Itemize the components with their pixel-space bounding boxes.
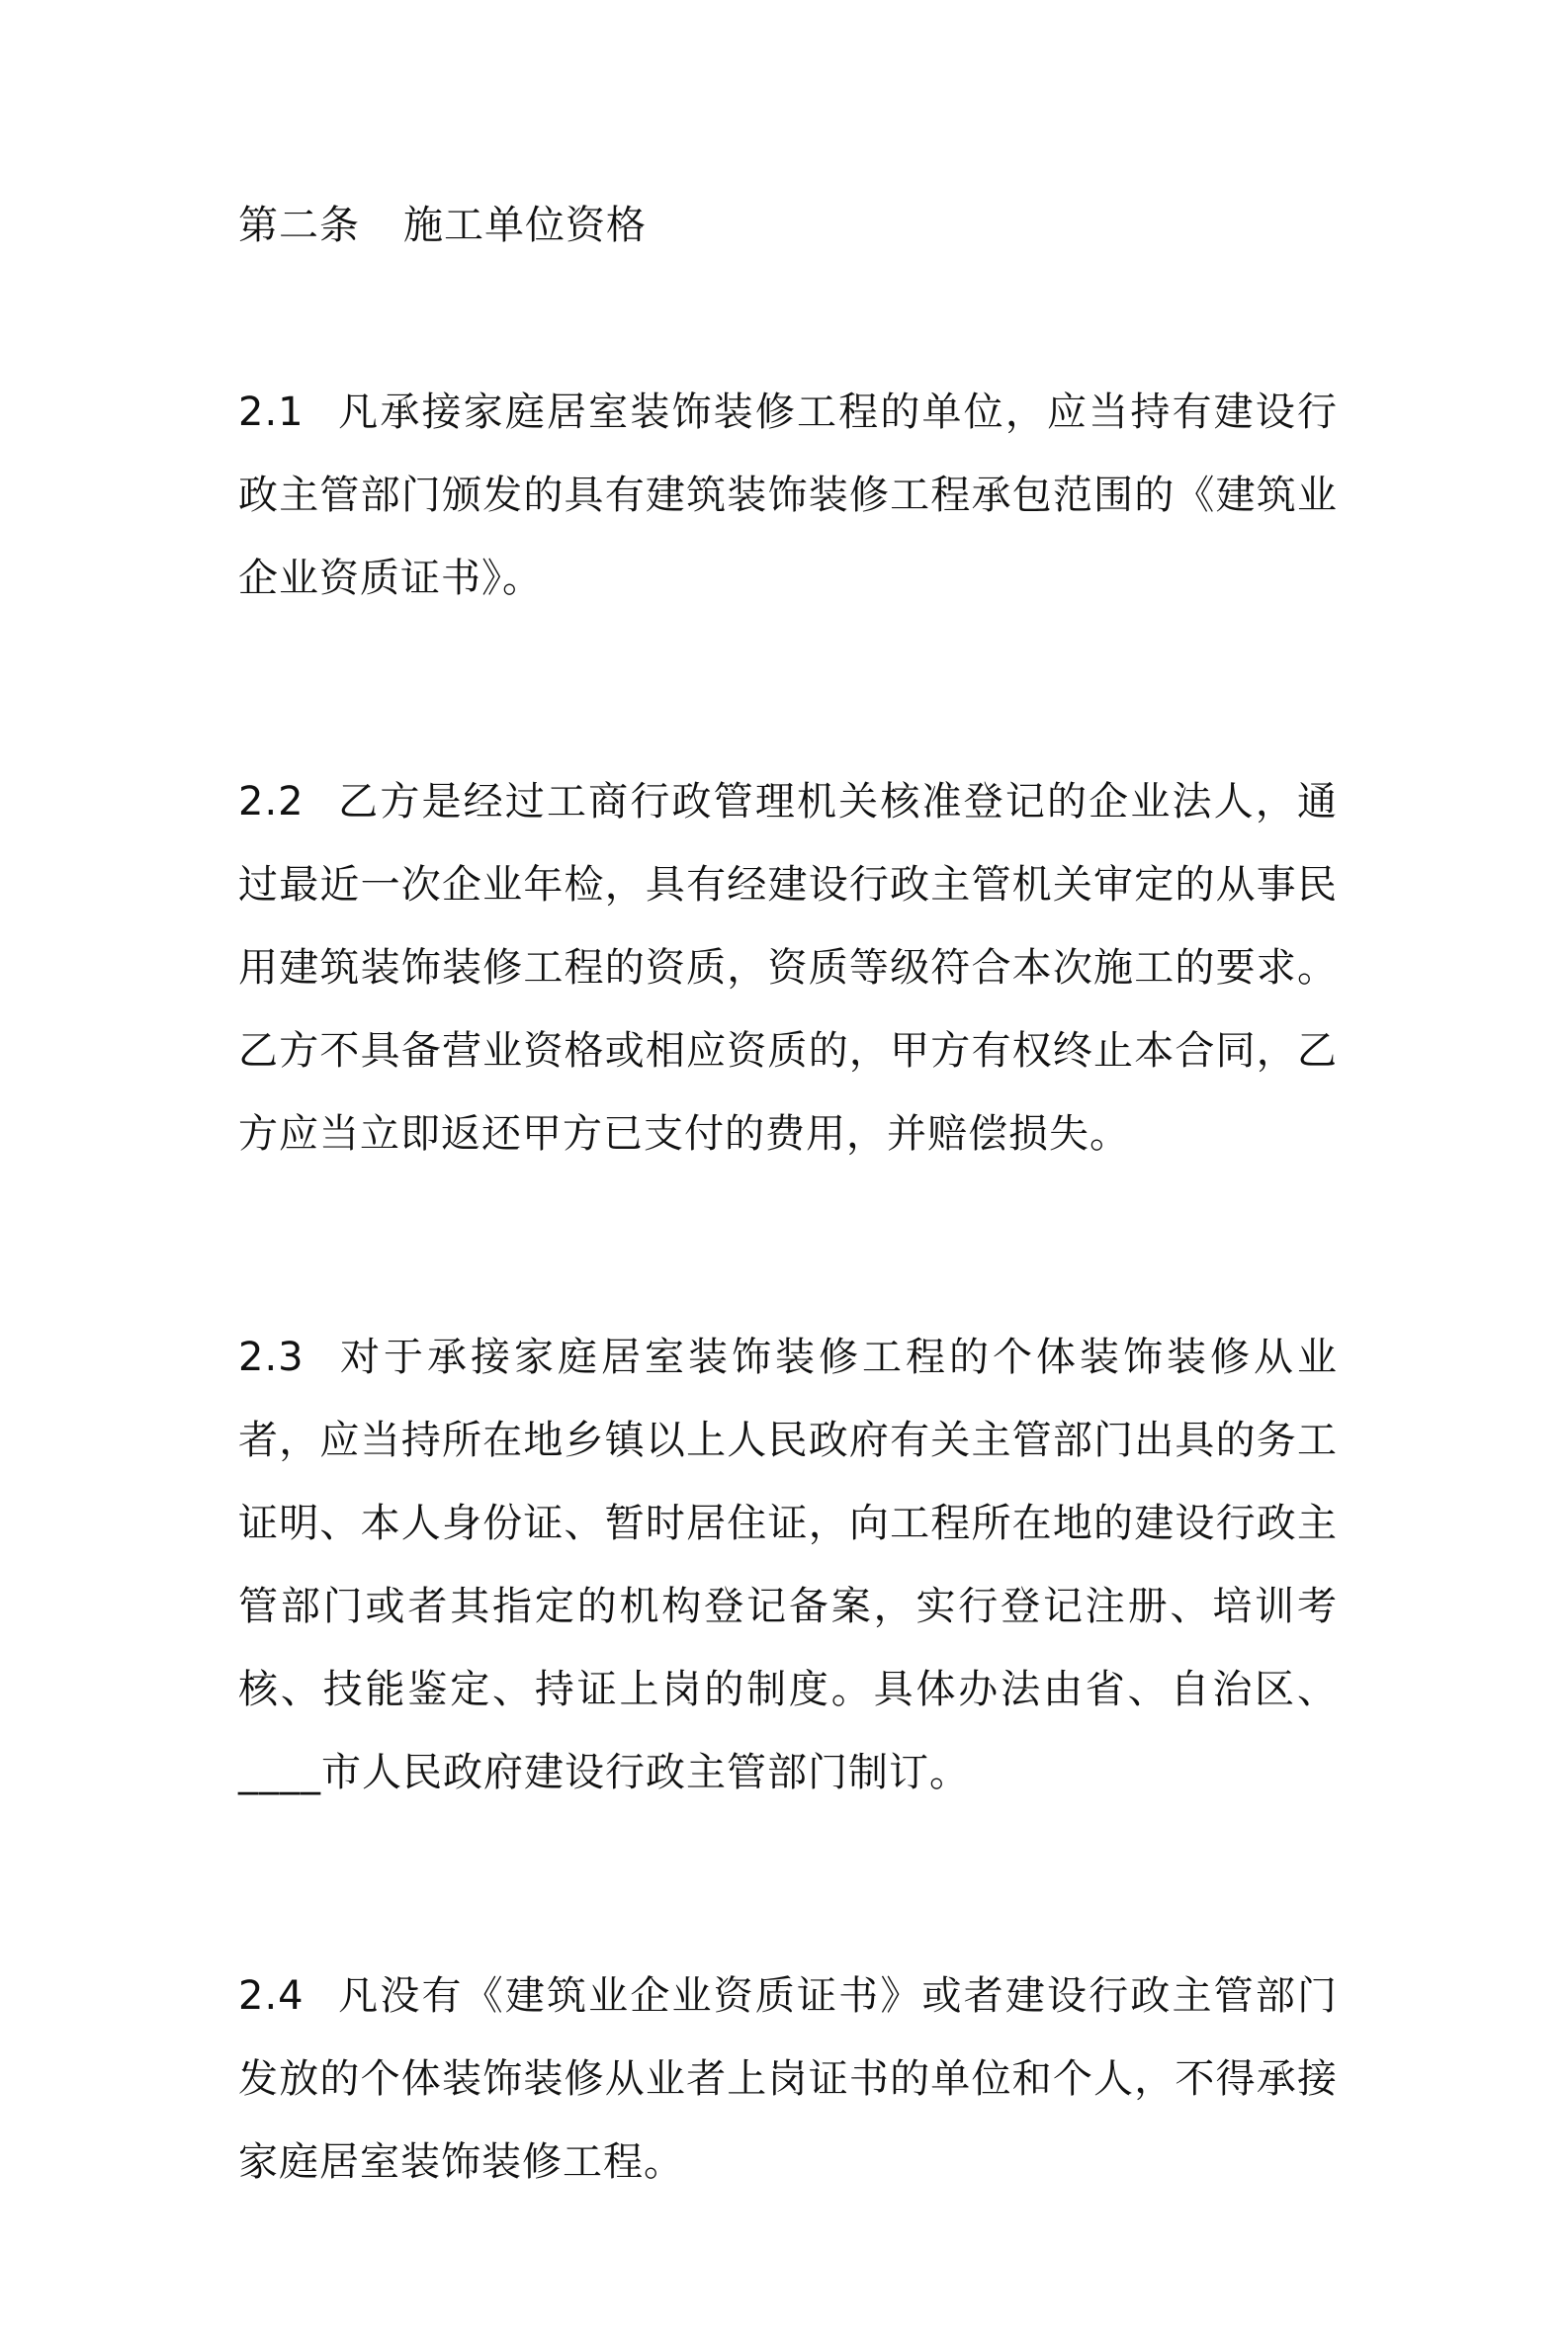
clause-text: 乙方是经过工商行政管理机关核准登记的企业法人，通过最近一次企业年检，具有经建设行政主管机关审定的从事民用建筑装饰装修工程的资质，资质等级符合本次施工的要求。乙方不具备营业资格或相应资质的，甲方有权终止本合同，乙方应当立即返还甲方已支付的费用，并赔偿损失。 (238, 779, 1338, 1157)
clause-number: 2.4 (238, 1973, 305, 2019)
clause-2-1 (238, 371, 1338, 620)
clause-2-2 (238, 760, 1338, 1175)
article-label: 第二条 (238, 203, 360, 248)
clause-number: 2.1 (238, 390, 305, 435)
article-title-text: 施工单位资格 (403, 203, 647, 248)
clause-text: 凡承接家庭居室装饰装修工程的单位，应当持有建设行政主管部门颁发的具有建筑装饰装修工程承包范围的《建筑业企业资质证书》。 (238, 390, 1338, 601)
clause-text: 对于承接家庭居室装饰装修工程的个体装饰装修从业者，应当持所在地乡镇以上人民政府有关主管部门出具的务工证明、本人身份证、暂时居住证，向工程所在地的建设行政主管部门或者其指定的机构登记备案，实行登记注册、培训考核、技能鉴定、持证上岗的制度。具体办法由省、自治区、____市人民政府建设行政主管部门制订。 (238, 1335, 1338, 1795)
clause-2-4 (238, 1954, 1338, 2204)
article-heading (238, 194, 1338, 257)
clause-number: 2.3 (238, 1335, 305, 1380)
document-body (238, 194, 1338, 2344)
clause-text: 凡没有《建筑业企业资质证书》或者建设行政主管部门发放的个体装饰装修从业者上岗证书的单位和个人，不得承接家庭居室装饰装修工程。 (238, 1973, 1338, 2185)
clause-number: 2.2 (238, 779, 305, 825)
clause-2-3 (238, 1316, 1338, 1814)
